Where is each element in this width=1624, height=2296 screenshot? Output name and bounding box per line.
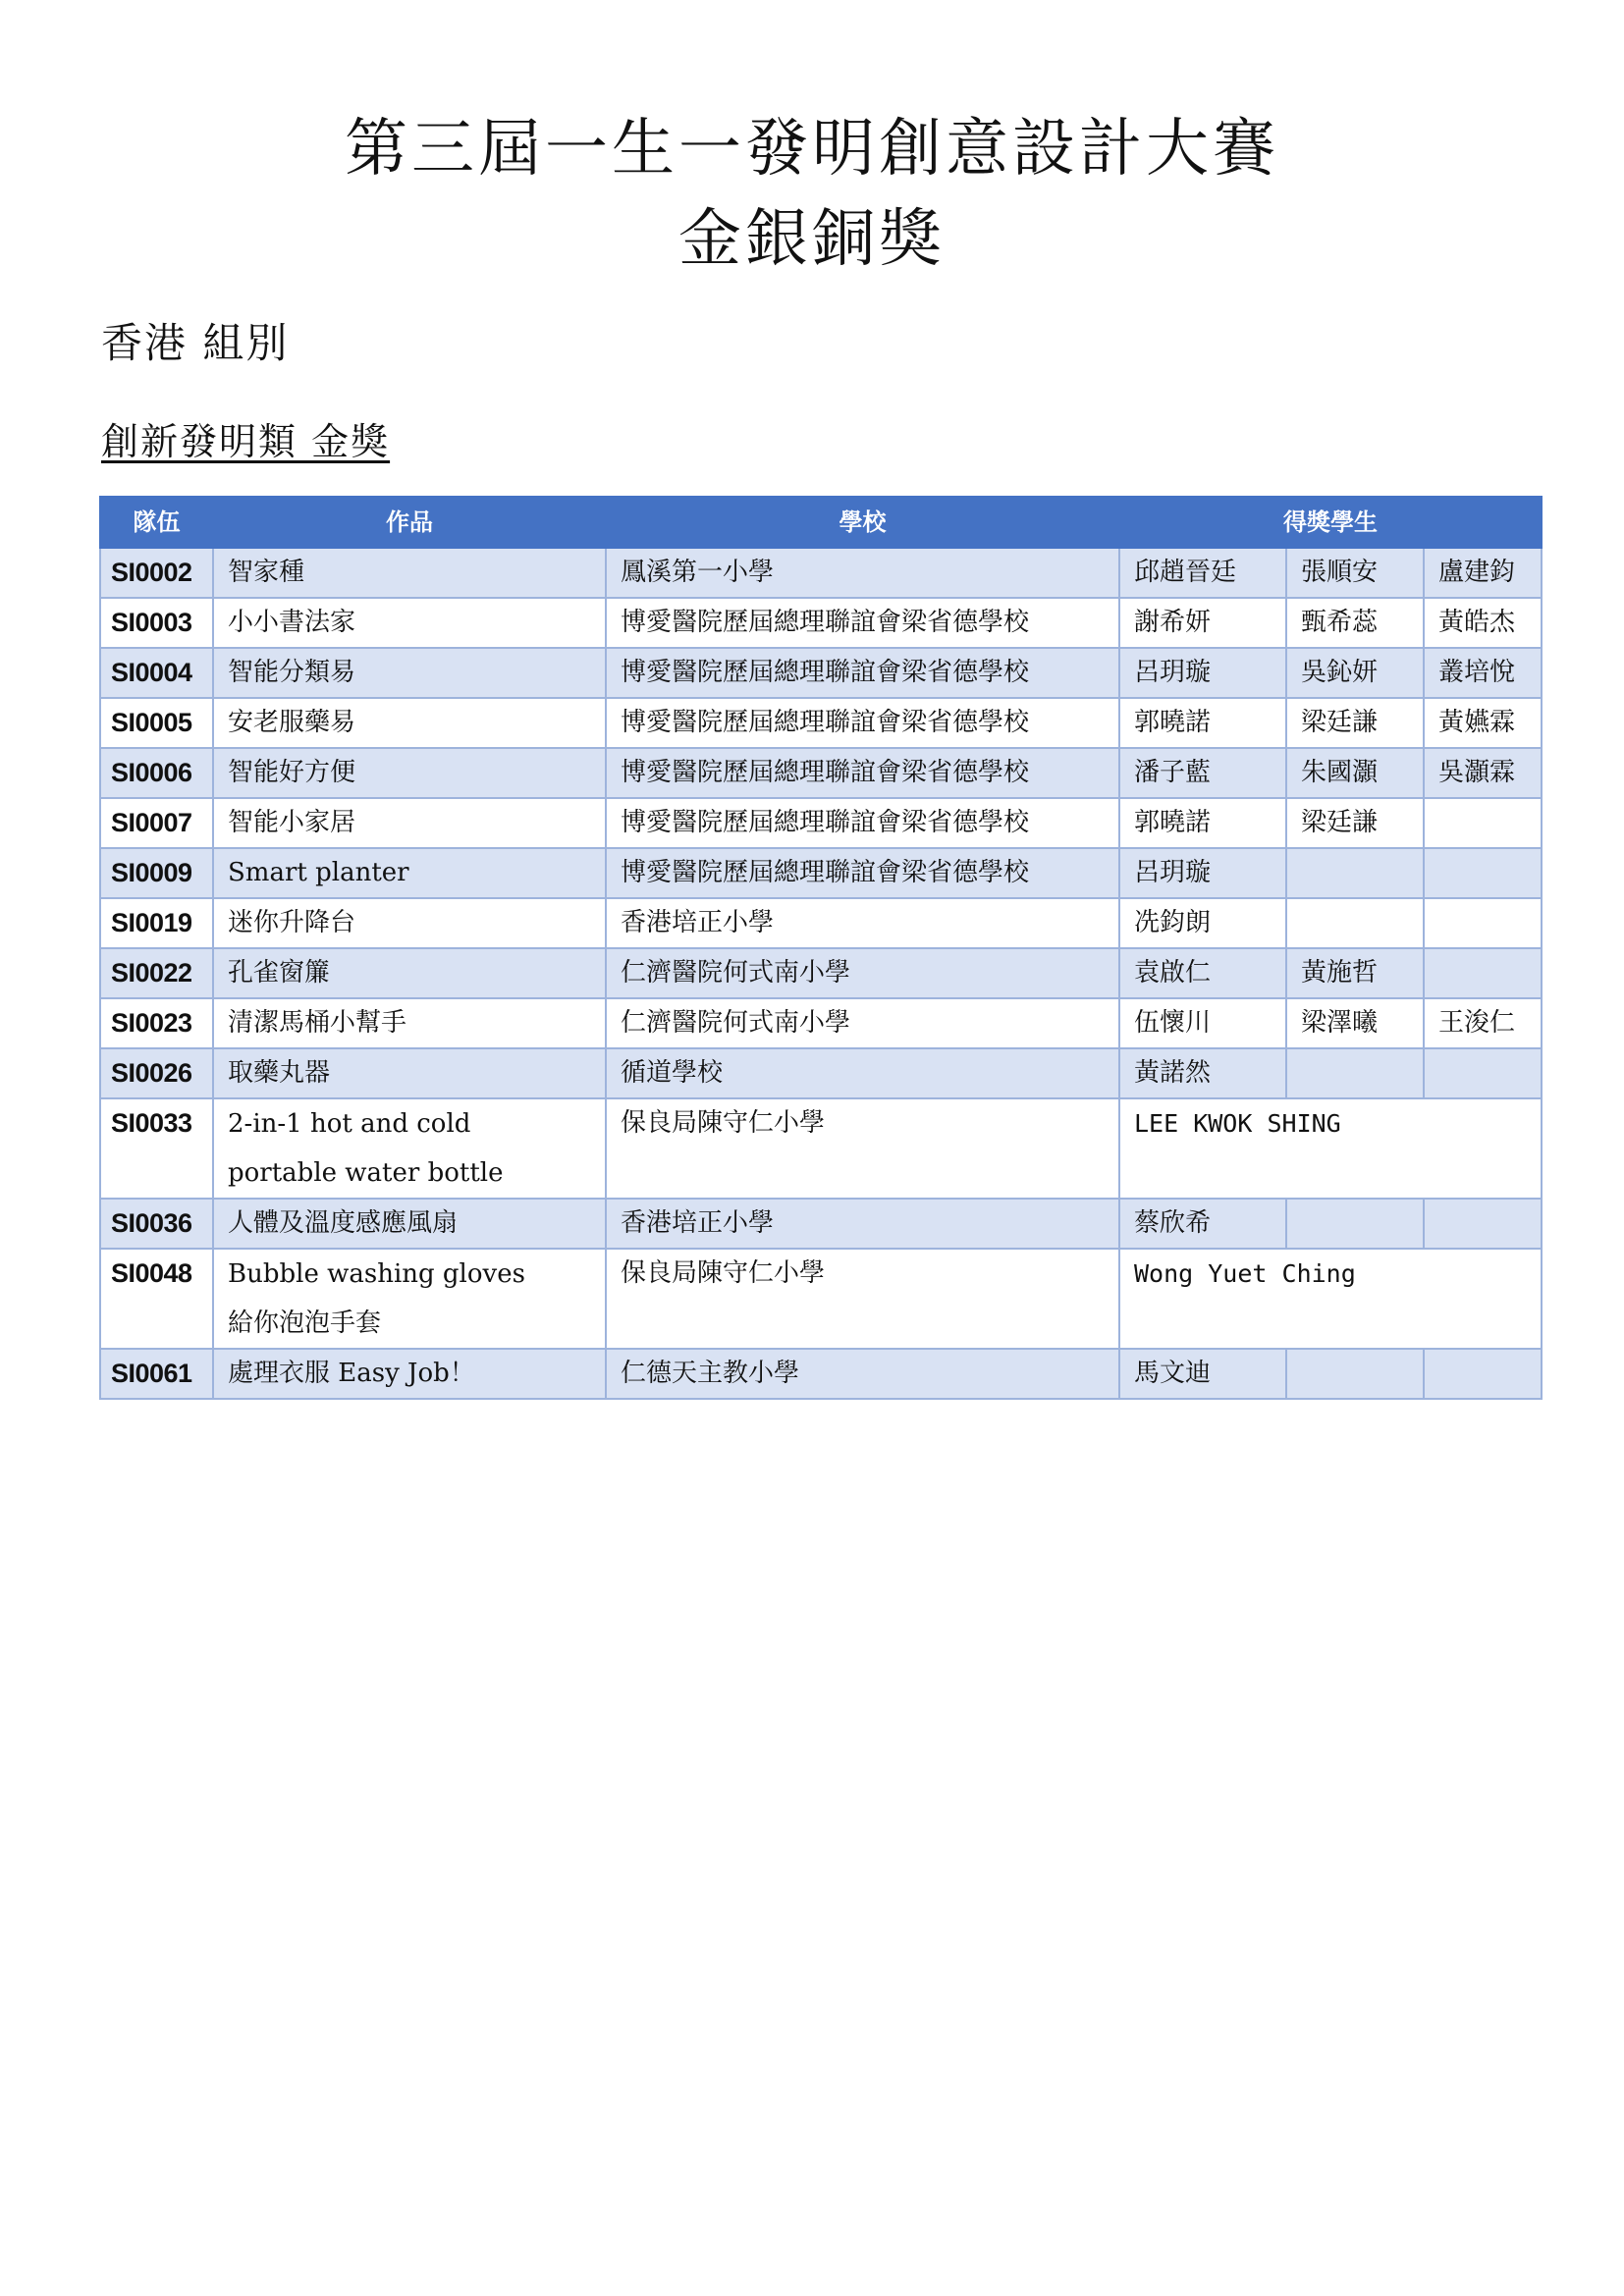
student-cell <box>1286 1048 1424 1098</box>
student-cell: 吳灝霖 <box>1424 748 1542 798</box>
student-cell: 邱趙晉廷 <box>1119 548 1286 598</box>
work-cell: 處理衣服 Easy Job！ <box>213 1349 606 1399</box>
work-cell <box>213 1098 606 1199</box>
student-cell <box>1286 1349 1424 1399</box>
team-id-cell: SI0048 <box>100 1249 213 1349</box>
student-cell <box>1424 898 1542 948</box>
team-id-cell: SI0009 <box>100 848 213 898</box>
school-cell: 香港培正小學 <box>606 898 1119 948</box>
student-cell: Wong Yuet Ching <box>1119 1249 1542 1349</box>
team-id-cell: SI0061 <box>100 1349 213 1399</box>
school-cell: 仁德天主教小學 <box>606 1349 1119 1399</box>
school-cell: 循道學校 <box>606 1048 1119 1098</box>
table-row <box>100 1098 1542 1199</box>
student-cell <box>1424 1048 1542 1098</box>
team-id-cell: SI0026 <box>100 1048 213 1098</box>
student-cell: 黃諾然 <box>1119 1048 1286 1098</box>
team-id-cell: SI0036 <box>100 1199 213 1249</box>
school-cell: 香港培正小學 <box>606 1199 1119 1249</box>
student-cell: 梁澤曦 <box>1286 998 1424 1048</box>
team-id-cell: SI0023 <box>100 998 213 1048</box>
team-id-cell: SI0005 <box>100 698 213 748</box>
school-cell: 仁濟醫院何式南小學 <box>606 998 1119 1048</box>
student-cell: 謝希妍 <box>1119 598 1286 648</box>
table-row <box>100 1199 1542 1249</box>
school-cell: 保良局陳守仁小學 <box>606 1249 1119 1349</box>
school-cell: 仁濟醫院何式南小學 <box>606 948 1119 998</box>
table-row <box>100 598 1542 648</box>
school-cell: 博愛醫院歷屆總理聯誼會梁省德學校 <box>606 798 1119 848</box>
category-label: 創新發明類 金獎 <box>101 420 391 463</box>
student-cell: 冼鈞朗 <box>1119 898 1286 948</box>
student-cell: 吳鈊妍 <box>1286 648 1424 698</box>
table-row <box>100 798 1542 848</box>
student-cell <box>1424 1199 1542 1249</box>
header-students: 得獎學生 <box>1119 497 1542 548</box>
student-cell: 盧建鈞 <box>1424 548 1542 598</box>
student-cell: 呂玥璇 <box>1119 848 1286 898</box>
student-cell: 梁廷謙 <box>1286 698 1424 748</box>
header-school: 學校 <box>606 497 1119 548</box>
student-cell: 潘子藍 <box>1119 748 1286 798</box>
school-cell: 鳳溪第一小學 <box>606 548 1119 598</box>
student-cell <box>1424 848 1542 898</box>
work-line: portable water bottle <box>228 1158 504 1188</box>
work-line: 2-in-1 hot and cold <box>228 1109 471 1139</box>
team-id-cell: SI0006 <box>100 748 213 798</box>
student-cell: 伍懷川 <box>1119 998 1286 1048</box>
team-id-cell: SI0033 <box>100 1098 213 1199</box>
group-label: 香港 組別 <box>101 319 290 367</box>
work-cell <box>213 1249 606 1349</box>
team-id-cell: SI0003 <box>100 598 213 648</box>
header-work: 作品 <box>213 497 606 548</box>
work-cell: 清潔馬桶小幫手 <box>213 998 606 1048</box>
school-cell: 保良局陳守仁小學 <box>606 1098 1119 1199</box>
table-row <box>100 998 1542 1048</box>
document-subtitle: 金銀銅獎 <box>678 203 946 276</box>
school-cell: 博愛醫院歷屆總理聯誼會梁省德學校 <box>606 848 1119 898</box>
table-row <box>100 1249 1542 1349</box>
school-cell: 博愛醫院歷屆總理聯誼會梁省德學校 <box>606 648 1119 698</box>
student-cell: 袁啟仁 <box>1119 948 1286 998</box>
student-cell: 張順安 <box>1286 548 1424 598</box>
work-cell: 小小書法家 <box>213 598 606 648</box>
student-cell <box>1424 798 1542 848</box>
student-cell <box>1424 948 1542 998</box>
student-cell: LEE KWOK SHING <box>1119 1098 1542 1199</box>
student-cell: 梁廷謙 <box>1286 798 1424 848</box>
school-cell: 博愛醫院歷屆總理聯誼會梁省德學校 <box>606 748 1119 798</box>
awards-table <box>99 496 1543 1400</box>
work-cell: 智能小家居 <box>213 798 606 848</box>
table-row <box>100 898 1542 948</box>
student-cell <box>1286 1199 1424 1249</box>
document-title: 第三屆一生一發明創意設計大賽 <box>345 113 1279 186</box>
work-line: Bubble washing gloves <box>228 1259 525 1289</box>
work-cell: 迷你升降台 <box>213 898 606 948</box>
work-cell: 人體及溫度感應風扇 <box>213 1199 606 1249</box>
student-cell: 王浚仁 <box>1424 998 1542 1048</box>
work-cell: 智能分類易 <box>213 648 606 698</box>
work-cell: 取藥丸器 <box>213 1048 606 1098</box>
student-cell <box>1286 898 1424 948</box>
awards-table-body <box>100 548 1542 1399</box>
student-cell: 蔡欣希 <box>1119 1199 1286 1249</box>
student-cell: 郭曉諾 <box>1119 798 1286 848</box>
table-row <box>100 1048 1542 1098</box>
table-row <box>100 748 1542 798</box>
work-cell: Smart planter <box>213 848 606 898</box>
student-cell: 呂玥璇 <box>1119 648 1286 698</box>
title-block <box>0 106 1624 287</box>
student-cell: 馬文迪 <box>1119 1349 1286 1399</box>
work-cell: 孔雀窗簾 <box>213 948 606 998</box>
team-id-cell: SI0022 <box>100 948 213 998</box>
school-cell: 博愛醫院歷屆總理聯誼會梁省德學校 <box>606 698 1119 748</box>
table-row <box>100 1349 1542 1399</box>
table-row <box>100 948 1542 998</box>
team-id-cell: SI0007 <box>100 798 213 848</box>
student-cell <box>1424 1349 1542 1399</box>
student-cell: 甄希蕊 <box>1286 598 1424 648</box>
table-row <box>100 548 1542 598</box>
student-cell: 黃施哲 <box>1286 948 1424 998</box>
table-row <box>100 848 1542 898</box>
table-row <box>100 648 1542 698</box>
student-cell: 郭曉諾 <box>1119 698 1286 748</box>
work-line: 給你泡泡手套 <box>228 1308 382 1338</box>
student-cell: 黃嬿霖 <box>1424 698 1542 748</box>
student-cell: 朱國灝 <box>1286 748 1424 798</box>
student-cell: 黃皓杰 <box>1424 598 1542 648</box>
student-cell <box>1286 848 1424 898</box>
work-cell: 安老服藥易 <box>213 698 606 748</box>
table-row <box>100 698 1542 748</box>
team-id-cell: SI0002 <box>100 548 213 598</box>
table-header-row <box>100 497 1542 548</box>
work-cell: 智能好方便 <box>213 748 606 798</box>
school-cell: 博愛醫院歷屆總理聯誼會梁省德學校 <box>606 598 1119 648</box>
header-team: 隊伍 <box>100 497 213 548</box>
work-cell: 智家種 <box>213 548 606 598</box>
team-id-cell: SI0019 <box>100 898 213 948</box>
team-id-cell: SI0004 <box>100 648 213 698</box>
student-cell: 叢培悅 <box>1424 648 1542 698</box>
